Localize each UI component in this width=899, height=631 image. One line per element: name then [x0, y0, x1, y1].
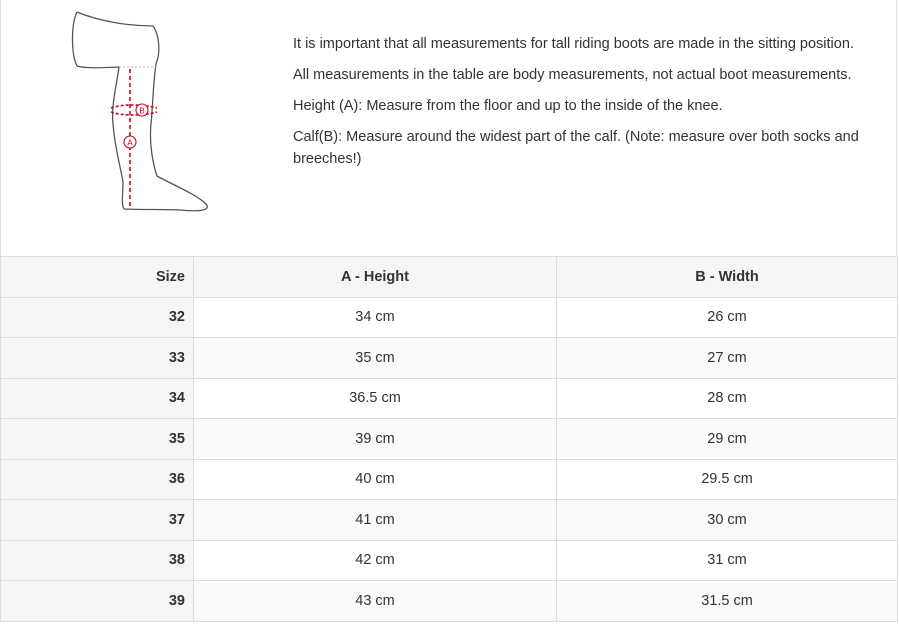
- svg-text:B: B: [139, 106, 145, 116]
- height-cell: 41 cm: [194, 500, 557, 541]
- table-row: [1, 338, 898, 379]
- size-cell: 34: [1, 378, 194, 419]
- size-chart-table: [0, 256, 898, 622]
- size-cell: 35: [1, 419, 194, 460]
- table-row: [1, 581, 898, 622]
- leg-measurement-illustration: [61, 4, 221, 218]
- table-row: [1, 500, 898, 541]
- measurement-guide-panel: [0, 0, 897, 256]
- size-cell: 38: [1, 540, 194, 581]
- width-cell: 27 cm: [557, 338, 898, 379]
- header-width: B - Width: [557, 257, 898, 298]
- width-cell: 29 cm: [557, 419, 898, 460]
- height-cell: 34 cm: [194, 297, 557, 338]
- instruction-calf: Calf(B): Measure around the widest part of the calf. (Note: measure over both socks and breeches!): [293, 129, 859, 167]
- size-cell: 37: [1, 500, 194, 541]
- table-row: [1, 540, 898, 581]
- instruction-body-measurements: All measurements in the table are body measurements, not actual boot measurements.: [293, 67, 852, 83]
- width-cell: 26 cm: [557, 297, 898, 338]
- instruction-sitting: It is important that all measurements for tall riding boots are made in the sitting position.: [293, 36, 854, 52]
- instruction-height: Height (A): Measure from the floor and up to the inside of the knee.: [293, 98, 723, 114]
- height-cell: 39 cm: [194, 419, 557, 460]
- header-size: Size: [1, 257, 194, 298]
- table-row: [1, 419, 898, 460]
- width-cell: 30 cm: [557, 500, 898, 541]
- label-a-marker: [124, 136, 136, 148]
- size-cell: 32: [1, 297, 194, 338]
- table-header-row: [1, 257, 898, 298]
- height-cell: 40 cm: [194, 459, 557, 500]
- size-cell: 33: [1, 338, 194, 379]
- height-cell: 36.5 cm: [194, 378, 557, 419]
- width-cell: 31 cm: [557, 540, 898, 581]
- height-cell: 42 cm: [194, 540, 557, 581]
- measurement-instructions: [293, 33, 873, 179]
- svg-text:A: A: [127, 138, 133, 148]
- table-row: [1, 459, 898, 500]
- table-row: [1, 297, 898, 338]
- header-height: A - Height: [194, 257, 557, 298]
- size-cell: 39: [1, 581, 194, 622]
- table-row: [1, 378, 898, 419]
- label-b-marker: [136, 104, 148, 116]
- width-cell: 28 cm: [557, 378, 898, 419]
- width-cell: 31.5 cm: [557, 581, 898, 622]
- size-cell: 36: [1, 459, 194, 500]
- width-cell: 29.5 cm: [557, 459, 898, 500]
- height-cell: 35 cm: [194, 338, 557, 379]
- height-cell: 43 cm: [194, 581, 557, 622]
